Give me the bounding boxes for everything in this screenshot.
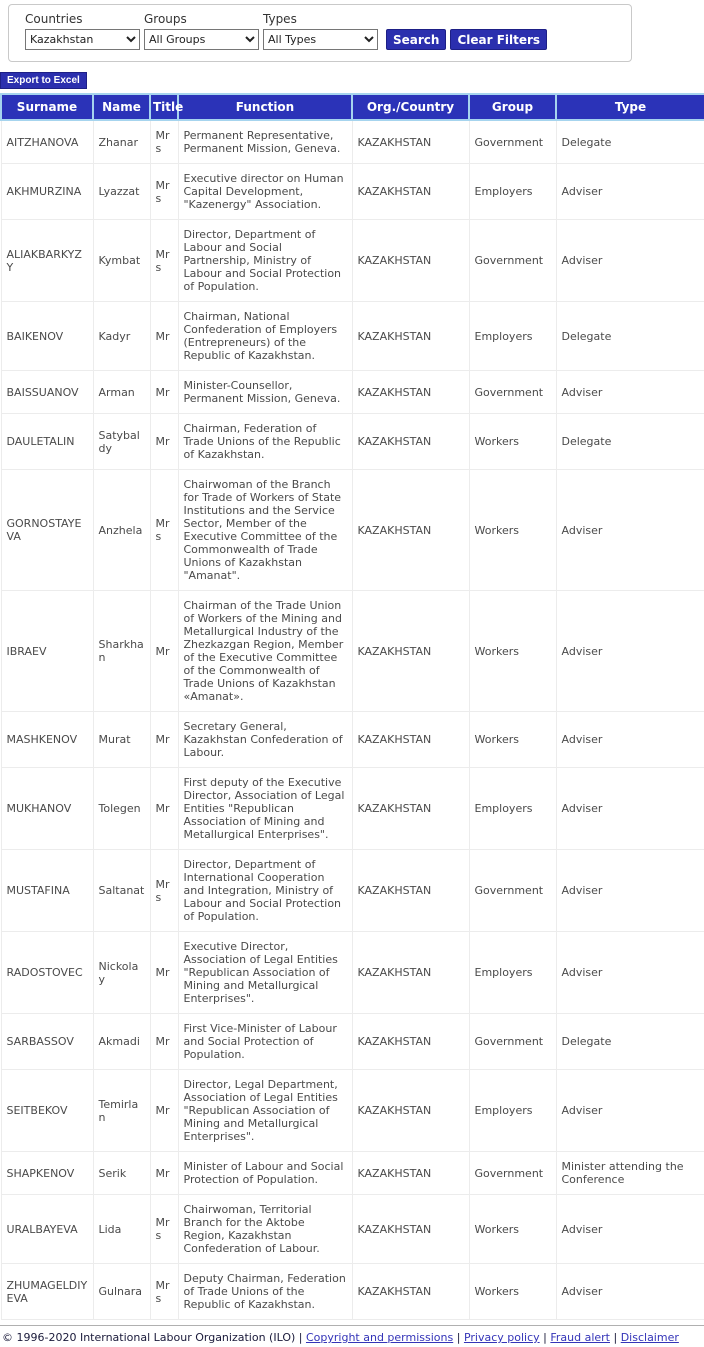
cell-surname: MASHKENOV [1,712,93,768]
table-row [1,591,704,712]
column-header-name: Name [93,94,150,120]
cell-org: KAZAKHSTAN [352,712,469,768]
cell-type: Adviser [556,591,704,712]
cell-name: Lyazzat [93,164,150,220]
search-button[interactable]: Search [386,29,446,50]
footer-separator: | [453,1331,464,1344]
cell-group: Government [469,371,556,414]
cell-org: KAZAKHSTAN [352,164,469,220]
table-row [1,164,704,220]
cell-type: Delegate [556,120,704,164]
cell-surname: DAULETALIN [1,414,93,470]
cell-group: Workers [469,591,556,712]
cell-name: Lida [93,1195,150,1264]
cell-title: Mrs [150,220,178,302]
table-row [1,932,704,1014]
cell-title: Mr [150,712,178,768]
cell-name: Serik [93,1152,150,1195]
cell-surname: AITZHANOVA [1,120,93,164]
cell-org: KAZAKHSTAN [352,768,469,850]
cell-org: KAZAKHSTAN [352,414,469,470]
cell-surname: MUSTAFINA [1,850,93,932]
cell-type: Delegate [556,1014,704,1070]
groups-label: Groups [144,12,187,26]
cell-surname: GORNOSTAYEVA [1,470,93,591]
cell-org: KAZAKHSTAN [352,1264,469,1320]
cell-org: KAZAKHSTAN [352,120,469,164]
column-header-function: Function [178,94,352,120]
column-header-title: Title [150,94,178,120]
cell-name: Kymbat [93,220,150,302]
footer-link[interactable]: Fraud alert [550,1331,610,1344]
cell-title: Mrs [150,1264,178,1320]
footer-link[interactable]: Copyright and permissions [305,1331,454,1344]
cell-function: First Vice-Minister of Labour and Social Protection of Population. [178,1014,352,1070]
cell-org: KAZAKHSTAN [352,1152,469,1195]
table-row [1,1264,704,1320]
footer-links [295,1331,679,1344]
cell-name: Tolegen [93,768,150,850]
table-header [1,94,704,120]
cell-type: Adviser [556,220,704,302]
cell-title: Mr [150,1070,178,1152]
cell-function: Secretary General, Kazakhstan Confederation of Labour. [178,712,352,768]
cell-function: Chairman of the Trade Union of Workers of the Mining and Metallurgical Industry of the Zhezkazgan Region, Member of the Executive Committee of the Commonwealth of Trade Unions of Kazakhstan «Amanat». [178,591,352,712]
table-row [1,414,704,470]
cell-group: Government [469,850,556,932]
cell-type: Adviser [556,1264,704,1320]
table-row [1,1152,704,1195]
cell-name: Kadyr [93,302,150,371]
cell-type: Adviser [556,1195,704,1264]
table-row [1,768,704,850]
cell-title: Mrs [150,120,178,164]
cell-title: Mr [150,371,178,414]
groups-select[interactable] [144,29,259,50]
cell-group: Government [469,120,556,164]
cell-function: Chairman, National Confederation of Employers (Entrepreneurs) of the Republic of Kazakhstan. [178,302,352,371]
cell-type: Adviser [556,164,704,220]
cell-function: Chairwoman of the Branch for Trade of Workers of State Institutions and the Service Sector, Member of the Executive Committee of the Commonwealth of Trade Unions of Kazakhstan "Amanat". [178,470,352,591]
cell-function: Executive director on Human Capital Development, "Kazenergy" Association. [178,164,352,220]
table-row [1,712,704,768]
cell-function: Chairwoman, Territorial Branch for the Aktobe Region, Kazakhstan Confederation of Labour. [178,1195,352,1264]
cell-group: Workers [469,1264,556,1320]
cell-function: Minister of Labour and Social Protection of Population. [178,1152,352,1195]
export-to-excel-button[interactable]: Export to Excel [0,72,87,89]
filter-group-types [263,12,380,50]
cell-group: Government [469,1152,556,1195]
cell-function: Deputy Chairman, Federation of Trade Unions of the Republic of Kazakhstan. [178,1264,352,1320]
cell-type: Delegate [556,414,704,470]
clear-filters-button[interactable]: Clear Filters [450,29,547,50]
cell-function: Director, Department of Labour and Social Partnership, Ministry of Labour and Social Protection of Population. [178,220,352,302]
cell-group: Government [469,1014,556,1070]
cell-title: Mrs [150,470,178,591]
cell-function: Permanent Representative, Permanent Mission, Geneva. [178,120,352,164]
cell-org: KAZAKHSTAN [352,1195,469,1264]
delegates-table [0,93,704,1320]
cell-type: Adviser [556,850,704,932]
cell-name: Satybaldy [93,414,150,470]
cell-surname: SEITBEKOV [1,1070,93,1152]
cell-surname: ALIAKBARKYZY [1,220,93,302]
cell-surname: IBRAEV [1,591,93,712]
cell-type: Adviser [556,768,704,850]
cell-group: Employers [469,164,556,220]
cell-function: Director, Department of International Cooperation and Integration, Ministry of Labour and Social Protection of Population. [178,850,352,932]
cell-name: Nickolay [93,932,150,1014]
footer-link[interactable]: Disclaimer [620,1331,679,1344]
cell-group: Workers [469,712,556,768]
cell-name: Saltanat [93,850,150,932]
cell-type: Adviser [556,1070,704,1152]
cell-title: Mr [150,591,178,712]
filter-group-countries [25,12,142,50]
cell-function: Chairman, Federation of Trade Unions of the Republic of Kazakhstan. [178,414,352,470]
table-row [1,1195,704,1264]
types-label: Types [263,12,297,26]
cell-name: Zhanar [93,120,150,164]
cell-name: Sharkhan [93,591,150,712]
cell-type: Adviser [556,932,704,1014]
cell-type: Adviser [556,371,704,414]
cell-group: Employers [469,302,556,371]
table-row [1,220,704,302]
cell-surname: AKHMURZINA [1,164,93,220]
cell-org: KAZAKHSTAN [352,1014,469,1070]
footer-separator: | [610,1331,621,1344]
cell-surname: RADOSTOVEC [1,932,93,1014]
types-select[interactable] [263,29,378,50]
cell-type: Adviser [556,470,704,591]
cell-title: Mrs [150,164,178,220]
cell-name: Arman [93,371,150,414]
cell-title: Mr [150,414,178,470]
cell-title: Mr [150,302,178,371]
cell-surname: URALBAYEVA [1,1195,93,1264]
cell-group: Employers [469,1070,556,1152]
delegates-page [0,4,704,1347]
table-header-row [1,94,704,120]
cell-org: KAZAKHSTAN [352,220,469,302]
column-header-group: Group [469,94,556,120]
cell-name: Gulnara [93,1264,150,1320]
countries-select[interactable] [25,29,140,50]
cell-title: Mr [150,1014,178,1070]
cell-surname: MUKHANOV [1,768,93,850]
cell-org: KAZAKHSTAN [352,1070,469,1152]
footer-separator: | [539,1331,551,1344]
cell-surname: BAIKENOV [1,302,93,371]
cell-group: Workers [469,470,556,591]
copyright-text: © 1996-2020 International Labour Organization (ILO) [2,1331,296,1344]
table-row [1,371,704,414]
filter-group-groups [144,12,261,50]
cell-surname: BAISSUANOV [1,371,93,414]
cell-org: KAZAKHSTAN [352,932,469,1014]
cell-name: Murat [93,712,150,768]
cell-function: Minister-Counsellor, Permanent Mission, Geneva. [178,371,352,414]
cell-type: Minister attending the Conference [556,1152,704,1195]
cell-group: Workers [469,1195,556,1264]
column-header-org: Org./Country [352,94,469,120]
footer-link[interactable]: Privacy policy [463,1331,540,1344]
cell-title: Mrs [150,1195,178,1264]
column-header-type: Type [556,94,704,120]
cell-org: KAZAKHSTAN [352,371,469,414]
table-row [1,302,704,371]
countries-label: Countries [25,12,83,26]
cell-title: Mr [150,1152,178,1195]
cell-title: Mr [150,932,178,1014]
cell-function: First deputy of the Executive Director, Association of Legal Entities "Republican Association of Mining and Metallurgical Enterprises". [178,768,352,850]
cell-title: Mrs [150,850,178,932]
table-row [1,850,704,932]
cell-function: Director, Legal Department, Association of Legal Entities "Republican Association of Mining and Metallurgical Enterprises". [178,1070,352,1152]
table-row [1,1070,704,1152]
cell-function: Executive Director, Association of Legal Entities "Republican Association of Mining and Metallurgical Enterprises". [178,932,352,1014]
column-header-surname: Surname [1,94,93,120]
page-footer [0,1325,704,1347]
cell-group: Government [469,220,556,302]
cell-name: Temirlan [93,1070,150,1152]
cell-org: KAZAKHSTAN [352,591,469,712]
table-row [1,1014,704,1070]
cell-type: Adviser [556,712,704,768]
cell-title: Mr [150,768,178,850]
filter-panel [8,4,632,62]
cell-group: Employers [469,932,556,1014]
cell-org: KAZAKHSTAN [352,302,469,371]
cell-surname: ZHUMAGELDIYEVA [1,1264,93,1320]
cell-surname: SARBASSOV [1,1014,93,1070]
table-row [1,120,704,164]
cell-surname: SHAPKENOV [1,1152,93,1195]
footer-separator: | [295,1331,306,1344]
cell-name: Akmadi [93,1014,150,1070]
cell-org: KAZAKHSTAN [352,470,469,591]
cell-org: KAZAKHSTAN [352,850,469,932]
cell-type: Delegate [556,302,704,371]
cell-group: Employers [469,768,556,850]
table-body [1,120,704,1320]
cell-group: Workers [469,414,556,470]
cell-name: Anzhela [93,470,150,591]
table-row [1,470,704,591]
